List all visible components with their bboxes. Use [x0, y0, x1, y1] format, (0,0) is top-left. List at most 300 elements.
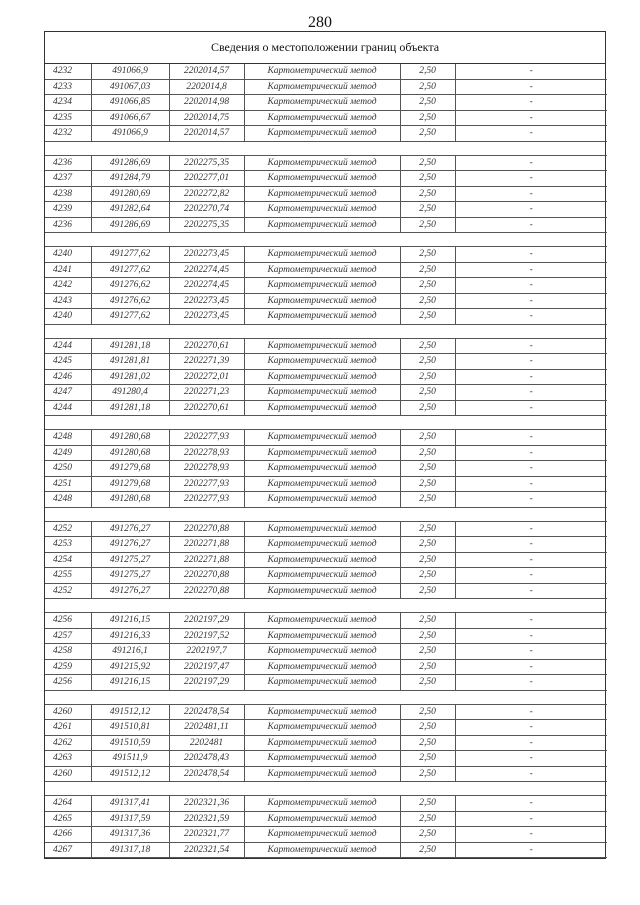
coord-y-cell: 2202270,74: [169, 202, 244, 218]
point-number-cell: 4234: [45, 95, 91, 111]
coord-y-cell: 2202270,61: [169, 400, 244, 416]
coord-y-cell: 2202321,36: [169, 796, 244, 812]
description-cell: -: [455, 613, 607, 629]
method-cell: Картометрический метод: [244, 628, 400, 644]
method-cell: Картометрический метод: [244, 309, 400, 325]
method-cell: Картометрический метод: [244, 338, 400, 354]
coord-y-cell: 2202197,47: [169, 659, 244, 675]
description-cell: -: [455, 217, 607, 233]
coord-x-cell: 491280,4: [91, 385, 169, 401]
accuracy-cell: 2,50: [400, 720, 455, 736]
point-number-cell: 4252: [45, 583, 91, 599]
point-number-cell: 4253: [45, 537, 91, 553]
point-number-cell: 4249: [45, 445, 91, 461]
boundary-sheet: [44, 31, 606, 859]
accuracy-cell: 2,50: [400, 675, 455, 691]
method-cell: Картометрический метод: [244, 568, 400, 584]
coord-y-cell: 2202321,59: [169, 811, 244, 827]
method-cell: Картометрический метод: [244, 369, 400, 385]
point-number-cell: 4257: [45, 628, 91, 644]
table-row: [45, 675, 607, 691]
point-number-cell: 4258: [45, 644, 91, 660]
description-cell: -: [455, 552, 607, 568]
method-cell: Картометрический метод: [244, 400, 400, 416]
page-number: 280: [308, 14, 332, 31]
point-number-cell: 4236: [45, 217, 91, 233]
coord-x-cell: 491281,18: [91, 400, 169, 416]
method-cell: Картометрический метод: [244, 262, 400, 278]
table-row: [45, 628, 607, 644]
accuracy-cell: 2,50: [400, 278, 455, 294]
point-number-cell: 4255: [45, 568, 91, 584]
separator-cell: [45, 690, 607, 704]
method-cell: Картометрический метод: [244, 796, 400, 812]
coord-y-cell: 2202271,88: [169, 552, 244, 568]
separator-cell: [45, 324, 607, 338]
coord-y-cell: 2202014,57: [169, 126, 244, 142]
table-row: [45, 171, 607, 187]
description-cell: -: [455, 338, 607, 354]
point-number-cell: 4241: [45, 262, 91, 278]
coord-x-cell: 491067,03: [91, 79, 169, 95]
method-cell: Картометрический метод: [244, 811, 400, 827]
table-row: [45, 278, 607, 294]
table-row: [45, 735, 607, 751]
coord-y-cell: 2202271,23: [169, 385, 244, 401]
point-number-cell: 4260: [45, 704, 91, 720]
description-cell: -: [455, 704, 607, 720]
accuracy-cell: 2,50: [400, 171, 455, 187]
point-number-cell: 4240: [45, 309, 91, 325]
coord-x-cell: 491282,64: [91, 202, 169, 218]
point-number-cell: 4250: [45, 461, 91, 477]
method-cell: Картометрический метод: [244, 445, 400, 461]
coord-y-cell: 2202478,54: [169, 704, 244, 720]
accuracy-cell: 2,50: [400, 751, 455, 767]
method-cell: Картометрический метод: [244, 583, 400, 599]
accuracy-cell: 2,50: [400, 521, 455, 537]
method-cell: Картометрический метод: [244, 720, 400, 736]
accuracy-cell: 2,50: [400, 476, 455, 492]
method-cell: Картометрический метод: [244, 659, 400, 675]
group-separator-row: [45, 324, 607, 338]
description-cell: -: [455, 842, 607, 858]
description-cell: -: [455, 64, 607, 79]
point-number-cell: 4244: [45, 400, 91, 416]
table-row: [45, 110, 607, 126]
coord-x-cell: 491277,62: [91, 309, 169, 325]
coord-x-cell: 491280,68: [91, 492, 169, 508]
coord-x-cell: 491216,1: [91, 644, 169, 660]
coord-y-cell: 2202277,93: [169, 492, 244, 508]
coord-y-cell: 2202478,54: [169, 766, 244, 782]
point-number-cell: 4246: [45, 369, 91, 385]
accuracy-cell: 2,50: [400, 293, 455, 309]
coord-x-cell: 491276,27: [91, 537, 169, 553]
description-cell: -: [455, 628, 607, 644]
point-number-cell: 4233: [45, 79, 91, 95]
method-cell: Картометрический метод: [244, 247, 400, 263]
coord-x-cell: 491280,69: [91, 186, 169, 202]
table-row: [45, 369, 607, 385]
point-number-cell: 4252: [45, 521, 91, 537]
accuracy-cell: 2,50: [400, 628, 455, 644]
description-cell: -: [455, 568, 607, 584]
coord-y-cell: 2202274,45: [169, 262, 244, 278]
point-number-cell: 4238: [45, 186, 91, 202]
accuracy-cell: 2,50: [400, 338, 455, 354]
accuracy-cell: 2,50: [400, 354, 455, 370]
coord-x-cell: 491066,85: [91, 95, 169, 111]
accuracy-cell: 2,50: [400, 796, 455, 812]
coord-x-cell: 491317,59: [91, 811, 169, 827]
table-row: [45, 338, 607, 354]
coord-y-cell: 2202271,88: [169, 537, 244, 553]
accuracy-cell: 2,50: [400, 202, 455, 218]
table-row: [45, 476, 607, 492]
accuracy-cell: 2,50: [400, 126, 455, 142]
point-number-cell: 4248: [45, 492, 91, 508]
coord-x-cell: 491216,15: [91, 675, 169, 691]
coord-x-cell: 491510,81: [91, 720, 169, 736]
coord-y-cell: 2202277,93: [169, 430, 244, 446]
coord-x-cell: 491281,18: [91, 338, 169, 354]
accuracy-cell: 2,50: [400, 385, 455, 401]
point-number-cell: 4235: [45, 110, 91, 126]
description-cell: -: [455, 186, 607, 202]
method-cell: Картометрический метод: [244, 461, 400, 477]
separator-cell: [45, 416, 607, 430]
coord-y-cell: 2202270,61: [169, 338, 244, 354]
method-cell: Картометрический метод: [244, 430, 400, 446]
description-cell: -: [455, 492, 607, 508]
group-separator-row: [45, 233, 607, 247]
group-separator-row: [45, 507, 607, 521]
description-cell: -: [455, 262, 607, 278]
table-row: [45, 751, 607, 767]
coord-x-cell: 491281,02: [91, 369, 169, 385]
description-cell: -: [455, 827, 607, 843]
coord-x-cell: 491276,27: [91, 583, 169, 599]
accuracy-cell: 2,50: [400, 552, 455, 568]
table-row: [45, 126, 607, 142]
method-cell: Картометрический метод: [244, 751, 400, 767]
group-separator-row: [45, 599, 607, 613]
sheet-title: Сведения о местоположении границ объекта: [45, 32, 605, 64]
coord-y-cell: 2202014,57: [169, 64, 244, 79]
point-number-cell: 4265: [45, 811, 91, 827]
accuracy-cell: 2,50: [400, 811, 455, 827]
table-row: [45, 720, 607, 736]
point-number-cell: 4240: [45, 247, 91, 263]
separator-cell: [45, 233, 607, 247]
accuracy-cell: 2,50: [400, 492, 455, 508]
method-cell: Картометрический метод: [244, 675, 400, 691]
group-separator-row: [45, 782, 607, 796]
coord-y-cell: 2202271,39: [169, 354, 244, 370]
method-cell: Картометрический метод: [244, 766, 400, 782]
method-cell: Картометрический метод: [244, 476, 400, 492]
coord-x-cell: 491275,27: [91, 568, 169, 584]
method-cell: Картометрический метод: [244, 552, 400, 568]
coord-x-cell: 491512,12: [91, 766, 169, 782]
method-cell: Картометрический метод: [244, 704, 400, 720]
coord-y-cell: 2202014,75: [169, 110, 244, 126]
accuracy-cell: 2,50: [400, 95, 455, 111]
coord-y-cell: 2202197,7: [169, 644, 244, 660]
accuracy-cell: 2,50: [400, 369, 455, 385]
method-cell: Картометрический метод: [244, 217, 400, 233]
description-cell: -: [455, 171, 607, 187]
method-cell: Картометрический метод: [244, 171, 400, 187]
coord-y-cell: 2202274,45: [169, 278, 244, 294]
description-cell: -: [455, 155, 607, 171]
accuracy-cell: 2,50: [400, 217, 455, 233]
method-cell: Картометрический метод: [244, 293, 400, 309]
table-row: [45, 552, 607, 568]
coord-x-cell: 491317,18: [91, 842, 169, 858]
coord-y-cell: 2202197,52: [169, 628, 244, 644]
table-row: [45, 430, 607, 446]
table-row: [45, 644, 607, 660]
table-row: [45, 64, 607, 79]
coord-y-cell: 2202278,93: [169, 461, 244, 477]
coord-x-cell: 491279,68: [91, 461, 169, 477]
table-row: [45, 659, 607, 675]
point-number-cell: 4267: [45, 842, 91, 858]
table-row: [45, 79, 607, 95]
description-cell: -: [455, 476, 607, 492]
table-row: [45, 247, 607, 263]
point-number-cell: 4243: [45, 293, 91, 309]
method-cell: Картометрический метод: [244, 64, 400, 79]
coord-y-cell: 2202270,88: [169, 583, 244, 599]
description-cell: -: [455, 811, 607, 827]
coord-y-cell: 2202481: [169, 735, 244, 751]
coord-y-cell: 2202014,98: [169, 95, 244, 111]
description-cell: -: [455, 521, 607, 537]
description-cell: -: [455, 278, 607, 294]
accuracy-cell: 2,50: [400, 79, 455, 95]
accuracy-cell: 2,50: [400, 613, 455, 629]
table-row: [45, 385, 607, 401]
point-number-cell: 4264: [45, 796, 91, 812]
coord-y-cell: 2202270,88: [169, 568, 244, 584]
description-cell: -: [455, 95, 607, 111]
coord-x-cell: 491276,27: [91, 521, 169, 537]
coord-x-cell: 491280,68: [91, 430, 169, 446]
method-cell: Картометрический метод: [244, 492, 400, 508]
separator-cell: [45, 507, 607, 521]
coord-x-cell: 491279,68: [91, 476, 169, 492]
description-cell: -: [455, 354, 607, 370]
coord-x-cell: 491066,67: [91, 110, 169, 126]
description-cell: -: [455, 583, 607, 599]
coord-x-cell: 491066,9: [91, 126, 169, 142]
accuracy-cell: 2,50: [400, 110, 455, 126]
separator-cell: [45, 141, 607, 155]
description-cell: -: [455, 202, 607, 218]
description-cell: -: [455, 430, 607, 446]
group-separator-row: [45, 690, 607, 704]
accuracy-cell: 2,50: [400, 461, 455, 477]
description-cell: -: [455, 79, 607, 95]
table-row: [45, 492, 607, 508]
point-number-cell: 4254: [45, 552, 91, 568]
point-number-cell: 4244: [45, 338, 91, 354]
accuracy-cell: 2,50: [400, 155, 455, 171]
description-cell: -: [455, 751, 607, 767]
point-number-cell: 4236: [45, 155, 91, 171]
description-cell: -: [455, 796, 607, 812]
coord-y-cell: 2202321,77: [169, 827, 244, 843]
description-cell: -: [455, 110, 607, 126]
description-cell: -: [455, 400, 607, 416]
coord-x-cell: 491511,9: [91, 751, 169, 767]
coord-x-cell: 491215,92: [91, 659, 169, 675]
method-cell: Картометрический метод: [244, 186, 400, 202]
description-cell: -: [455, 720, 607, 736]
coord-x-cell: 491281,81: [91, 354, 169, 370]
separator-cell: [45, 599, 607, 613]
table-row: [45, 186, 607, 202]
table-row: [45, 811, 607, 827]
table-row: [45, 293, 607, 309]
method-cell: Картометрический метод: [244, 278, 400, 294]
coord-y-cell: 2202014,8: [169, 79, 244, 95]
group-separator-row: [45, 141, 607, 155]
description-cell: -: [455, 537, 607, 553]
point-number-cell: 4247: [45, 385, 91, 401]
coord-x-cell: 491510,59: [91, 735, 169, 751]
accuracy-cell: 2,50: [400, 430, 455, 446]
method-cell: Картометрический метод: [244, 735, 400, 751]
coord-y-cell: 2202278,93: [169, 445, 244, 461]
point-number-cell: 4259: [45, 659, 91, 675]
point-number-cell: 4237: [45, 171, 91, 187]
point-number-cell: 4251: [45, 476, 91, 492]
description-cell: -: [455, 309, 607, 325]
coord-x-cell: 491216,33: [91, 628, 169, 644]
accuracy-cell: 2,50: [400, 309, 455, 325]
point-number-cell: 4262: [45, 735, 91, 751]
point-number-cell: 4232: [45, 126, 91, 142]
coordinates-table: [45, 64, 607, 858]
table-row: [45, 766, 607, 782]
accuracy-cell: 2,50: [400, 262, 455, 278]
coord-y-cell: 2202197,29: [169, 675, 244, 691]
table-row: [45, 613, 607, 629]
accuracy-cell: 2,50: [400, 659, 455, 675]
group-separator-row: [45, 416, 607, 430]
description-cell: -: [455, 766, 607, 782]
coord-x-cell: 491286,69: [91, 217, 169, 233]
table-row: [45, 796, 607, 812]
coord-y-cell: 2202197,29: [169, 613, 244, 629]
coord-y-cell: 2202277,01: [169, 171, 244, 187]
point-number-cell: 4256: [45, 675, 91, 691]
table-row: [45, 309, 607, 325]
table-row: [45, 568, 607, 584]
description-cell: -: [455, 369, 607, 385]
description-cell: -: [455, 659, 607, 675]
coord-x-cell: 491317,36: [91, 827, 169, 843]
method-cell: Картометрический метод: [244, 354, 400, 370]
table-row: [45, 461, 607, 477]
coord-y-cell: 2202273,45: [169, 247, 244, 263]
accuracy-cell: 2,50: [400, 827, 455, 843]
coord-y-cell: 2202481,11: [169, 720, 244, 736]
description-cell: -: [455, 644, 607, 660]
accuracy-cell: 2,50: [400, 583, 455, 599]
point-number-cell: 4263: [45, 751, 91, 767]
coord-x-cell: 491512,12: [91, 704, 169, 720]
method-cell: Картометрический метод: [244, 110, 400, 126]
method-cell: Картометрический метод: [244, 842, 400, 858]
description-cell: -: [455, 247, 607, 263]
coord-y-cell: 2202478,43: [169, 751, 244, 767]
accuracy-cell: 2,50: [400, 842, 455, 858]
coord-x-cell: 491066,9: [91, 64, 169, 79]
accuracy-cell: 2,50: [400, 64, 455, 79]
table-row: [45, 262, 607, 278]
point-number-cell: 4260: [45, 766, 91, 782]
method-cell: Картометрический метод: [244, 537, 400, 553]
point-number-cell: 4266: [45, 827, 91, 843]
table-row: [45, 704, 607, 720]
table-row: [45, 445, 607, 461]
coord-y-cell: 2202270,88: [169, 521, 244, 537]
table-row: [45, 583, 607, 599]
description-cell: -: [455, 126, 607, 142]
coord-y-cell: 2202275,35: [169, 217, 244, 233]
description-cell: -: [455, 461, 607, 477]
table-row: [45, 202, 607, 218]
table-row: [45, 842, 607, 858]
coord-x-cell: 491216,15: [91, 613, 169, 629]
description-cell: -: [455, 675, 607, 691]
point-number-cell: 4242: [45, 278, 91, 294]
method-cell: Картометрический метод: [244, 155, 400, 171]
accuracy-cell: 2,50: [400, 704, 455, 720]
accuracy-cell: 2,50: [400, 247, 455, 263]
coord-y-cell: 2202272,82: [169, 186, 244, 202]
coord-x-cell: 491275,27: [91, 552, 169, 568]
point-number-cell: 4256: [45, 613, 91, 629]
description-cell: -: [455, 735, 607, 751]
coord-x-cell: 491284,79: [91, 171, 169, 187]
description-cell: -: [455, 445, 607, 461]
method-cell: Картометрический метод: [244, 202, 400, 218]
accuracy-cell: 2,50: [400, 445, 455, 461]
coord-y-cell: 2202272,01: [169, 369, 244, 385]
table-row: [45, 95, 607, 111]
point-number-cell: 4261: [45, 720, 91, 736]
method-cell: Картометрический метод: [244, 126, 400, 142]
table-row: [45, 827, 607, 843]
method-cell: Картометрический метод: [244, 385, 400, 401]
coord-x-cell: 491277,62: [91, 262, 169, 278]
accuracy-cell: 2,50: [400, 537, 455, 553]
coord-y-cell: 2202321,54: [169, 842, 244, 858]
coord-y-cell: 2202273,45: [169, 293, 244, 309]
method-cell: Картометрический метод: [244, 827, 400, 843]
accuracy-cell: 2,50: [400, 568, 455, 584]
accuracy-cell: 2,50: [400, 400, 455, 416]
table-row: [45, 521, 607, 537]
coord-x-cell: 491280,68: [91, 445, 169, 461]
method-cell: Картометрический метод: [244, 95, 400, 111]
